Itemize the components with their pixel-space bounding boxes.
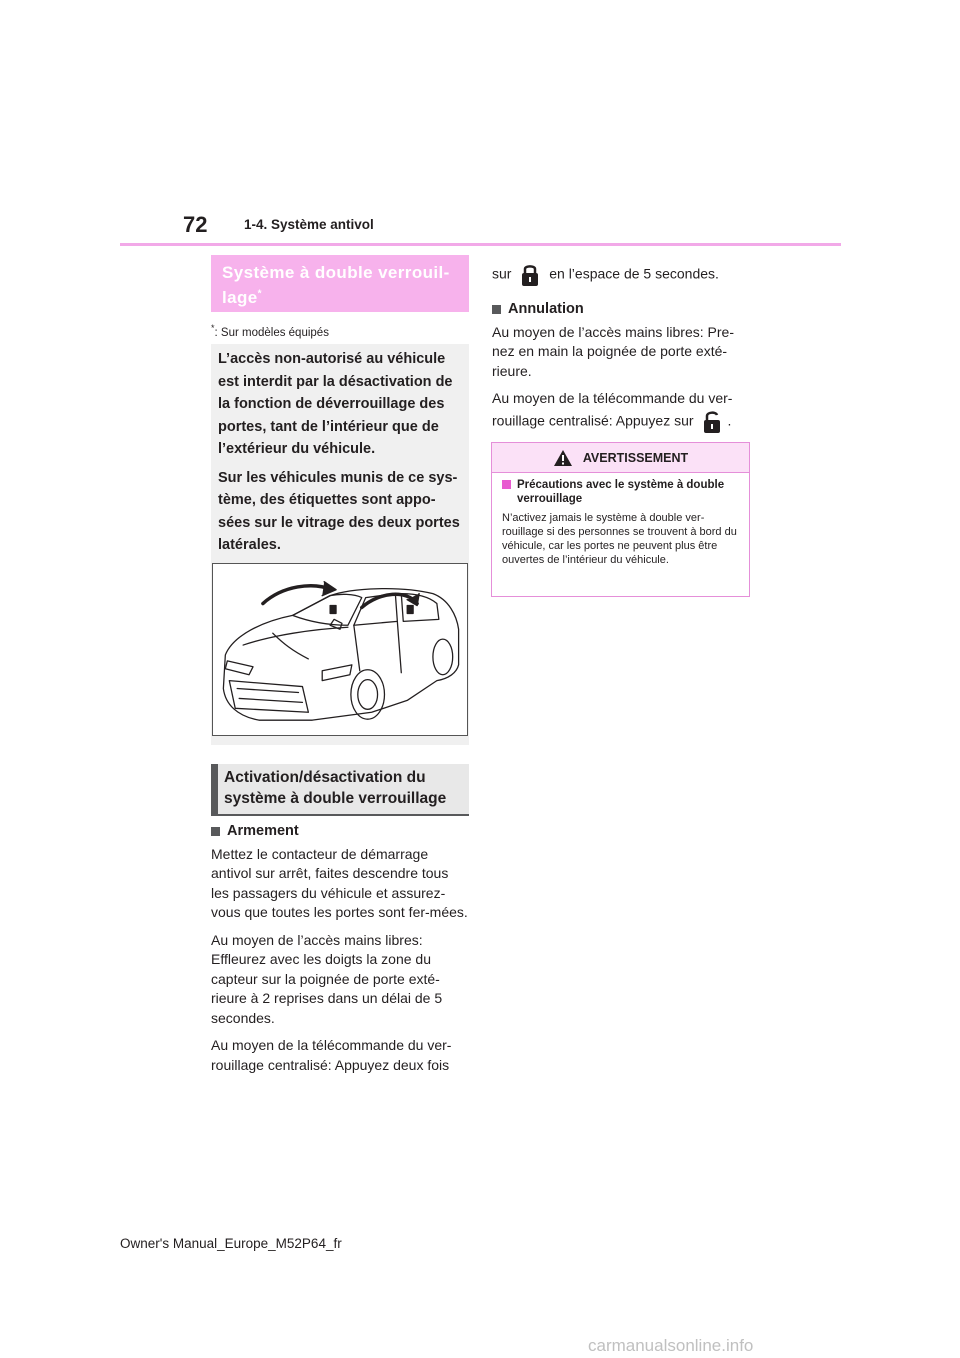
- section-title: [211, 255, 469, 312]
- annulation-paragraph-1: Au moyen de l’accès mains libres: Pre-nez en main la poignée de porte exté-rieure.: [492, 323, 734, 379]
- warning-body: [492, 473, 749, 567]
- warning-box: [491, 442, 750, 597]
- section-title-text: Système à double verrouil-lage: [222, 263, 450, 307]
- unlock-icon: [701, 409, 723, 435]
- armement-paragraph-2: Au moyen de l’accès mains libres: Effleurez avec les doigts la zone du capteur sur la poignée de porte exté-rieure à 2 reprises dans un délai de 5 secondes.: [211, 931, 443, 1026]
- armement-section: [211, 822, 469, 1083]
- footnote: [211, 323, 329, 339]
- lock-icon: [519, 262, 541, 288]
- armement-paragraph-3: Au moyen de la télécommande du ver-rouillage centralisé: Appuyez deux fois: [211, 1037, 452, 1073]
- armement-title: Armement: [227, 823, 299, 839]
- warning-title: AVERTISSEMENT: [582, 450, 689, 465]
- annulation-heading: [492, 300, 750, 320]
- intro-box: [211, 344, 469, 745]
- annulation-paragraph-2: [492, 389, 750, 435]
- section-reference: 1-4. Système antivol: [244, 217, 374, 232]
- armement-cont-post: en l’espace de 5 secondes.: [549, 265, 719, 282]
- warning-subheading: [502, 478, 741, 506]
- car-drawing-icon: [213, 564, 467, 735]
- armement-cont-pre: sur: [492, 265, 512, 282]
- square-bullet-icon: [492, 305, 501, 314]
- watermark: carmanualsonline.info: [588, 1336, 754, 1355]
- pink-square-bullet-icon: [502, 480, 511, 489]
- car-illustration: [212, 563, 468, 736]
- annulation-title: Annulation: [508, 301, 584, 317]
- warning-header: [492, 443, 749, 473]
- armement-paragraph-1: Mettez le contacteur de démarrage antivol sur arrêt, faites descendre tous les passagers du véhicule et assurez-vous que toutes les portes sont fer-mées.: [211, 845, 468, 920]
- right-column: [492, 262, 750, 443]
- subheading-activation: Activation/désactivation du système à double verrouillage: [211, 764, 469, 816]
- footnote-text: : Sur modèles équipés: [214, 326, 329, 339]
- page-number: 72: [183, 212, 208, 237]
- warning-triangle-icon: [553, 449, 573, 467]
- warning-text: N’activez jamais le système à double ver-rouillage si des personnes se trouvent à bord du véhicule, car les portes ne peuvent plus être ouvertes de l’intérieur du véhicule.: [502, 512, 737, 566]
- armement-heading: [211, 822, 469, 842]
- annulation-p2-pre: Au moyen de la télécommande du ver-rouillage centralisé: Appuyez sur: [492, 390, 733, 429]
- annulation-p2-post: .: [727, 412, 732, 429]
- square-bullet-icon: [211, 827, 220, 836]
- title-asterisk: *: [257, 288, 262, 300]
- intro-paragraph-1: L’accès non-autorisé au véhicule est interdit par la désactivation de la fonction de déverrouillage des portes, tant de l’intérieur que de l’extérieur du véhicule.: [218, 351, 453, 457]
- footnote-asterisk: *: [211, 323, 215, 333]
- intro-paragraph-2: Sur les véhicules munis de ce sys-tème, des étiquettes sont appo-sées sur le vitrage des deux portes latérales.: [218, 469, 460, 553]
- intro-text: [218, 348, 464, 563]
- warning-subtitle: Précautions avec le système à double verrouillage: [517, 479, 725, 505]
- armement-continued: [492, 262, 750, 288]
- manual-name: Owner's Manual_Europe_M52P64_fr: [120, 1236, 342, 1251]
- header-rule: [120, 243, 841, 246]
